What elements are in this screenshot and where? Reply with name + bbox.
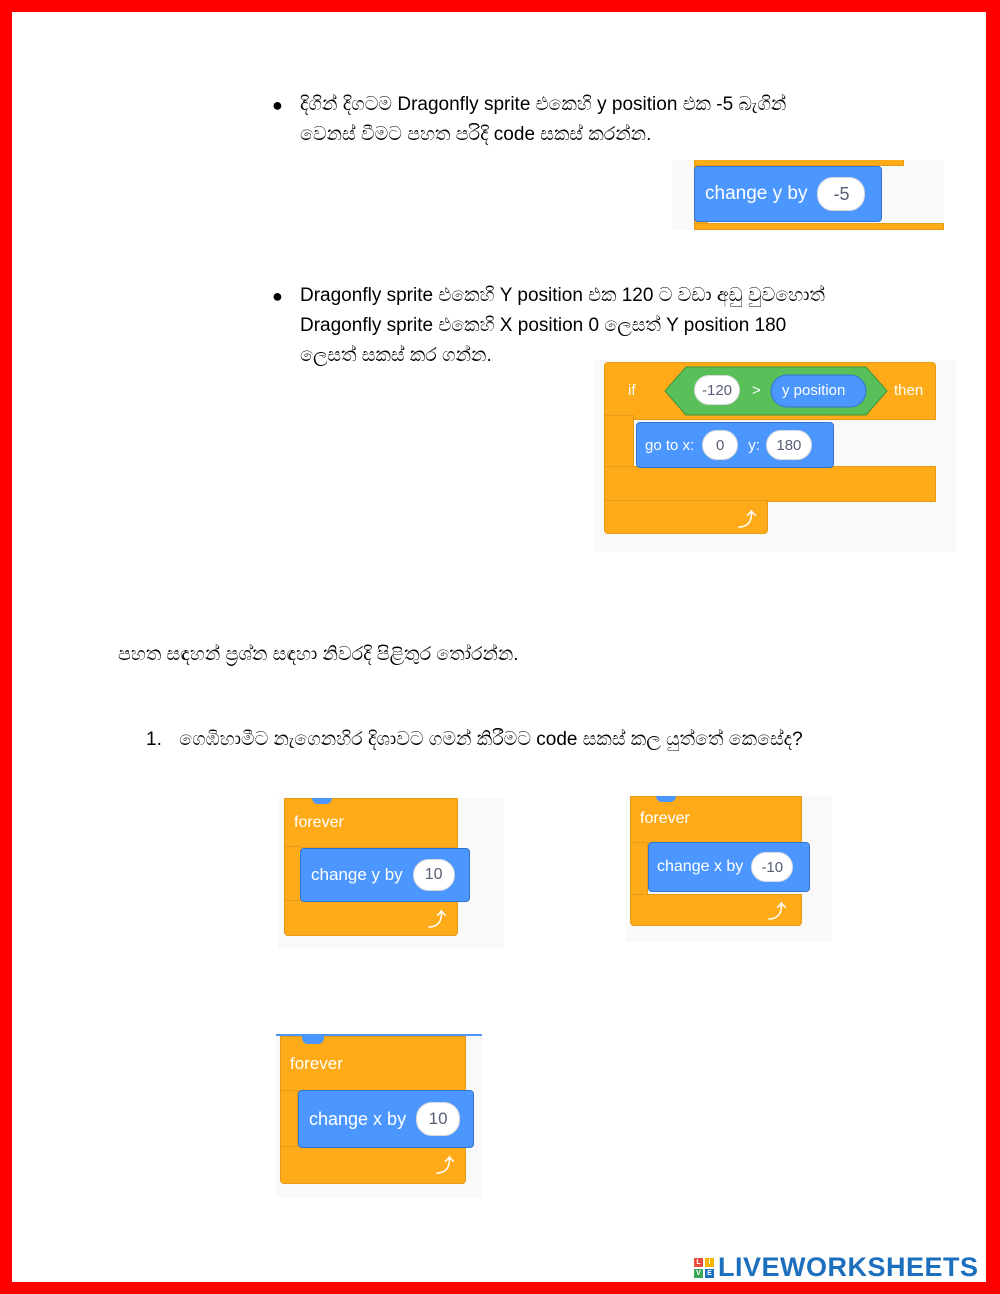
forever-label: forever [640, 810, 690, 827]
logo-letter-e: E [705, 1269, 714, 1278]
change-y-block [694, 166, 882, 222]
logo-text: LIVEWORKSHEETS [718, 1252, 979, 1282]
change-y-value: -5 [817, 177, 865, 211]
option-c-block[interactable] [276, 1034, 482, 1198]
change-y-label: change y by [705, 183, 808, 204]
option-a-value: 10 [413, 859, 455, 891]
bullet-2-line-2: Dragonfly sprite එකෙහි X position 0 ලෙසත් Y position 180 [300, 315, 787, 336]
question-1-number: 1. [146, 729, 162, 750]
liveworksheets-logo [694, 1252, 979, 1283]
forever-label: forever [290, 1054, 343, 1073]
bullet-dot-icon: ● [272, 286, 283, 306]
loop-arrow-icon: ⤴ [768, 902, 786, 922]
option-b-value: -10 [751, 852, 793, 882]
bullet-2-line-1: Dragonfly sprite එකෙහි Y position එක 120 ට වඩා අඩු වුවහොත් [300, 285, 825, 306]
question-1-text: ගෙඹිහාමීට නැගෙනහිර දිශාවට ගමන් කිරීමට code සකස් කල යුත්තේ කෙසේද? [179, 729, 803, 750]
instruction-text: පහත සඳහන් ප්‍රශ්න සඳහා නිවරදි පිළිතුර තෝරන්න. [118, 644, 519, 665]
loop-arrow-icon: ⤴ [436, 1156, 454, 1176]
logo-letter-v: V [694, 1269, 703, 1278]
change-x-block [298, 1090, 474, 1148]
loop-arrow-icon: ⤴ [738, 510, 756, 530]
option-c-label: change x by [309, 1108, 407, 1129]
goto-label: go to x: [645, 436, 695, 454]
logo-squares [694, 1258, 714, 1278]
option-a-label: change y by [311, 865, 403, 884]
bullet-2-line-3: ලෙසත් සකස් කර ගන්න. [300, 345, 492, 366]
goto-y-label: y: [748, 436, 760, 454]
option-b-label: change x by [657, 858, 744, 875]
bullet-1-line-2: වෙනස් වීමට පහත පරිදි code සකස් කරන්න. [300, 124, 652, 145]
code-block-if-goto [594, 360, 956, 552]
change-x-block [648, 842, 810, 892]
loop-arrow-icon: ⤴ [428, 910, 446, 930]
operator-symbol: > [752, 382, 761, 399]
change-y-block [300, 848, 470, 902]
option-b-block[interactable] [626, 796, 832, 942]
forever-label: forever [294, 814, 344, 831]
if-label: if [628, 382, 636, 399]
bullet-1-line-1: දිගින් දිගටම Dragonfly sprite එකෙහි y position එක -5 බැගින් [300, 94, 787, 115]
goto-x-value: 0 [702, 430, 738, 460]
logo-letter-i: I [705, 1258, 714, 1267]
goto-y-value: 180 [766, 430, 812, 460]
y-position-label: y position [782, 382, 846, 399]
then-label: then [894, 382, 924, 399]
left-value: -120 [694, 375, 740, 405]
logo-letter-l: L [694, 1258, 703, 1267]
option-c-value: 10 [416, 1102, 460, 1136]
option-a-block[interactable] [278, 798, 504, 948]
question-1 [146, 726, 803, 754]
goto-block [636, 422, 834, 468]
bullet-dot-icon: ● [272, 95, 283, 115]
code-block-change-y [672, 160, 944, 230]
